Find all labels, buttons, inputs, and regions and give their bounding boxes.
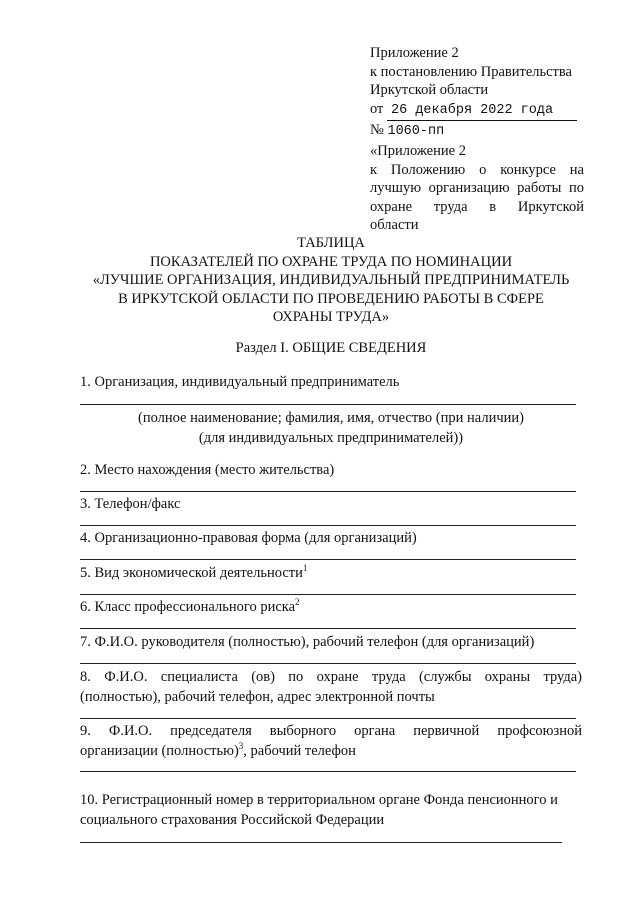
appendix-line: лучшую организацию работы по bbox=[370, 180, 584, 197]
footnote-ref: 1 bbox=[302, 563, 308, 574]
field-1-line[interactable] bbox=[80, 404, 576, 405]
field-8-line-2: (полностью), рабочий телефон, адрес электронной почты bbox=[80, 689, 435, 705]
field-1-label: 1. Организация, индивидуальный предприниматель bbox=[80, 374, 400, 390]
field-9-text-tail: , рабочий телефон bbox=[243, 743, 356, 759]
field-9-line-1: 9. Ф.И.О. председателя выборного органа первичной профсоюзной bbox=[80, 723, 582, 739]
document-title bbox=[60, 234, 602, 327]
field-10-label bbox=[80, 790, 582, 830]
field-6-text: 6. Класс профессионального риска bbox=[80, 599, 296, 615]
field-9-label bbox=[80, 721, 582, 761]
date-prefix: от bbox=[370, 100, 384, 117]
field-8-line[interactable] bbox=[80, 718, 576, 719]
appendix-line: Приложение 2 bbox=[370, 45, 459, 61]
field-8-label bbox=[80, 667, 582, 707]
footnote-ref: 2 bbox=[295, 597, 300, 608]
field-7-line[interactable] bbox=[80, 663, 576, 664]
title-line: ТАБЛИЦА bbox=[297, 235, 365, 251]
title-line: ОХРАНЫ ТРУДА» bbox=[272, 309, 390, 326]
hint-line: (для индивидуальных предпринимателей)) bbox=[198, 430, 464, 446]
field-6-label bbox=[80, 597, 582, 617]
field-5-text: 5. Вид экономической деятельности bbox=[80, 565, 303, 581]
field-7-label: 7. Ф.И.О. руководителя (полностью), рабочий телефон (для организаций) bbox=[80, 634, 535, 650]
appendix-date-line bbox=[370, 100, 584, 122]
appendix-line: к постановлению Правительства bbox=[370, 63, 572, 80]
field-9-line[interactable] bbox=[80, 771, 576, 772]
title-line: ПОКАЗАТЕЛЕЙ ПО ОХРАНЕ ТРУДА ПО НОМИНАЦИИ bbox=[149, 253, 513, 270]
field-3-line[interactable] bbox=[80, 525, 576, 526]
footnote-ref: 3 bbox=[238, 741, 244, 752]
field-8-line-1: 8. Ф.И.О. специалиста (ов) по охране труда (службы охраны труда) bbox=[80, 669, 582, 685]
resolution-number: 1060-пп bbox=[387, 124, 445, 140]
field-6-line[interactable] bbox=[80, 628, 576, 629]
section-heading: Раздел I. ОБЩИЕ СВЕДЕНИЯ bbox=[235, 340, 427, 356]
field-4-line[interactable] bbox=[80, 559, 576, 560]
appendix-line: к Положению о конкурсе на bbox=[370, 161, 584, 178]
field-4-label: 4. Организационно-правовая форма (для организаций) bbox=[80, 530, 417, 546]
field-9-line-2 bbox=[80, 741, 582, 761]
appendix-header bbox=[370, 44, 584, 235]
hint-line: (полное наименование; фамилия, имя, отчество (при наличии) bbox=[137, 410, 524, 426]
field-10-line[interactable] bbox=[80, 842, 562, 843]
appendix-line: Иркутской области bbox=[370, 82, 489, 99]
appendix-number-line bbox=[370, 121, 584, 142]
field-2-label: 2. Место нахождения (место жительства) bbox=[80, 462, 335, 478]
appendix-line: области bbox=[370, 217, 419, 234]
field-5-line[interactable] bbox=[80, 594, 576, 595]
field-10-line-1: 10. Регистрационный номер в территориальном органе Фонда пенсионного и bbox=[80, 792, 558, 808]
field-5-label bbox=[80, 563, 582, 583]
resolution-date: 26 декабря 2022 года bbox=[387, 102, 577, 122]
appendix-line: «Приложение 2 bbox=[370, 142, 466, 159]
title-line: В ИРКУТСКОЙ ОБЛАСТИ ПО ПРОВЕДЕНИЮ РАБОТЫ В СФЕРЕ bbox=[118, 290, 544, 307]
field-2-line[interactable] bbox=[80, 491, 576, 492]
field-1-hint bbox=[80, 408, 582, 448]
field-9-text: организации (полностью) bbox=[80, 743, 239, 759]
appendix-line: охране труда в Иркутской bbox=[370, 198, 584, 215]
number-prefix: № bbox=[370, 122, 384, 139]
field-10-line-2: социального страхования Российской Федерации bbox=[80, 812, 385, 828]
field-3-label: 3. Телефон/факс bbox=[80, 496, 181, 512]
title-line: «ЛУЧШИЕ ОРГАНИЗАЦИЯ, ИНДИВИДУАЛЬНЫЙ ПРЕДПРИНИМАТЕЛЬ bbox=[92, 272, 570, 289]
